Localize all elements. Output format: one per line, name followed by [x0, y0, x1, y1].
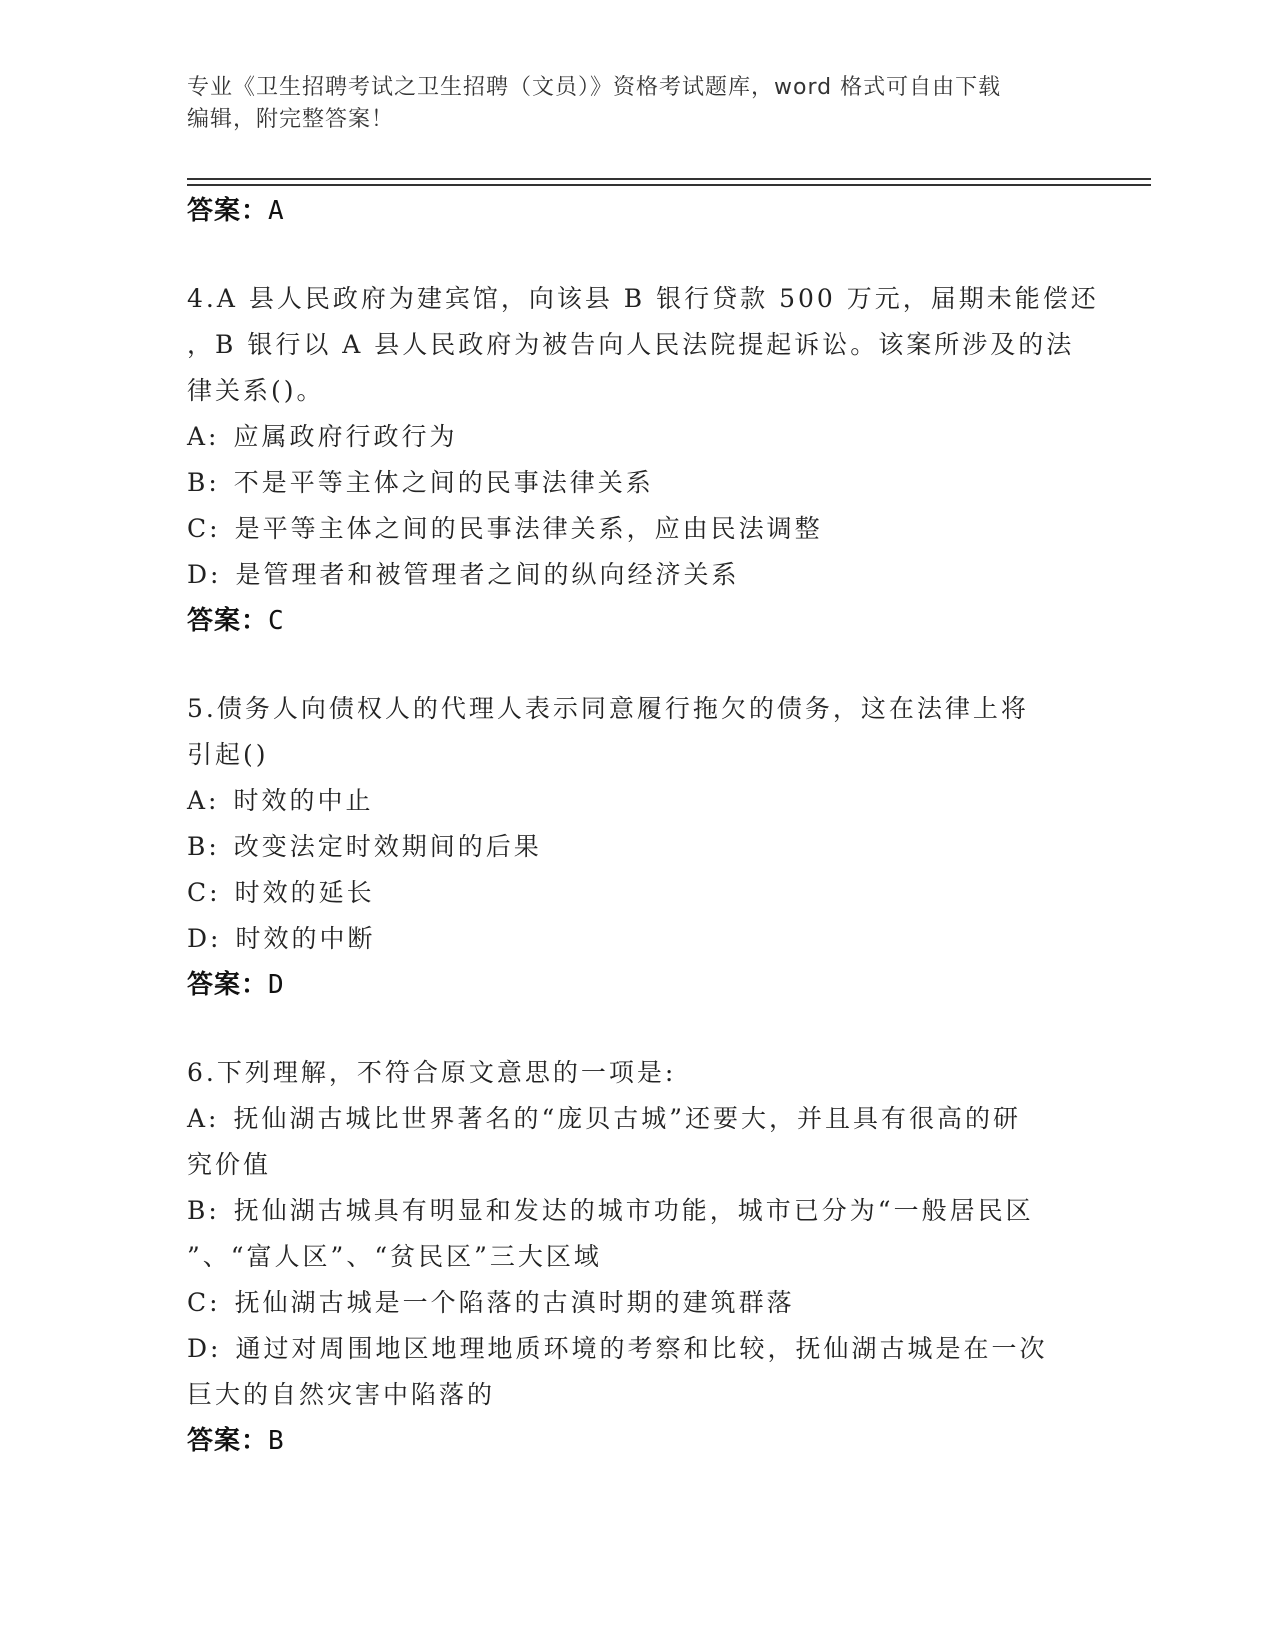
option-label: B:: [187, 468, 220, 497]
option-a: [187, 414, 1087, 460]
answer-key: D: [268, 970, 285, 1000]
option-b: [187, 1188, 1087, 1234]
option-label: B:: [187, 832, 220, 861]
option-d-continued: 巨大的自然灾害中陷落的: [187, 1380, 496, 1409]
header-line-1: 专业《卫生招聘考试之卫生招聘（文员）》资格考试题库，word 格式可自由下载: [187, 75, 1002, 100]
option-a: [187, 1096, 1087, 1142]
answer-line: [187, 188, 1087, 234]
answer-label: 答案：: [187, 970, 269, 1000]
answer-line: [187, 598, 1087, 644]
answer-key: B: [268, 1426, 285, 1456]
answer-label: 答案：: [187, 606, 269, 636]
header-divider-top: [187, 178, 1151, 180]
option-text: 抚仙湖古城是一个陷落的古滇时期的建筑群落: [234, 1288, 795, 1317]
header-divider-bottom: [187, 184, 1151, 186]
option-label: A:: [187, 786, 220, 815]
option-text: 时效的中止: [233, 786, 374, 815]
option-label: D:: [187, 924, 222, 953]
option-text: 是平等主体之间的民事法律关系，应由民法调整: [234, 514, 823, 543]
option-a: [187, 778, 1087, 824]
option-label: D:: [187, 1334, 222, 1363]
question-5: [187, 686, 1087, 1008]
question-6: [187, 1050, 1087, 1464]
question-stem-line: 律关系()。: [187, 376, 325, 405]
option-b: [187, 824, 1087, 870]
question-list: [187, 188, 1099, 1464]
answer-label: 答案：: [187, 196, 269, 226]
option-d: [187, 1326, 1087, 1372]
option-label: D:: [187, 560, 222, 589]
option-d: [187, 916, 1087, 962]
option-label: A:: [187, 422, 220, 451]
option-label: C:: [187, 878, 221, 907]
option-text: 不是平等主体之间的民事法律关系: [233, 468, 654, 497]
question-4: [187, 276, 1099, 644]
option-label: C:: [187, 1288, 221, 1317]
option-text: 应属政府行政行为: [233, 422, 458, 451]
option-a-continued: 究价值: [187, 1150, 272, 1179]
header-line-2: 编辑，附完整答案！: [187, 107, 395, 132]
answer-line: [187, 962, 1087, 1008]
question-stem-line: 5.债务人向债权人的代理人表示同意履行拖欠的债务，这在法律上将: [187, 694, 1029, 723]
question-stem-line: ，B 银行以 A 县人民政府为被告向人民法院提起诉讼。该案所涉及的法: [187, 330, 1075, 359]
answer-line: [187, 1418, 1087, 1464]
option-text: 通过对周围地区地理地质环境的考察和比较，抚仙湖古城是在一次: [235, 1334, 1048, 1363]
option-text: 是管理者和被管理者之间的纵向经济关系: [235, 560, 740, 589]
option-label: B:: [187, 1196, 220, 1225]
option-label: C:: [187, 514, 221, 543]
document-header: [187, 72, 1067, 136]
option-b: [187, 460, 1087, 506]
question-stem-line: 引起(): [187, 740, 269, 769]
answer-label: 答案：: [187, 1426, 269, 1456]
option-text: 时效的中断: [235, 924, 376, 953]
option-c: [187, 506, 1087, 552]
answer-key: A: [268, 196, 285, 226]
option-c: [187, 1280, 1087, 1326]
answer-key: C: [268, 606, 285, 636]
question-stem-line: 6.下列理解，不符合原文意思的一项是:: [187, 1058, 677, 1087]
option-text: 抚仙湖古城具有明显和发达的城市功能，城市已分为“一般居民区: [233, 1196, 1034, 1225]
question-stem-line: 4.A 县人民政府为建宾馆，向该县 B 银行贷款 500 万元，届期未能偿还: [187, 284, 1099, 313]
option-text: 抚仙湖古城比世界著名的“庞贝古城”还要大，并且具有很高的研: [233, 1104, 1022, 1133]
option-d: [187, 552, 1087, 598]
option-b-continued: ”、“富人区”、“贫民区”三大区域: [187, 1242, 602, 1271]
option-label: A:: [187, 1104, 220, 1133]
option-text: 时效的延长: [234, 878, 375, 907]
option-text: 改变法定时效期间的后果: [233, 832, 542, 861]
option-c: [187, 870, 1087, 916]
